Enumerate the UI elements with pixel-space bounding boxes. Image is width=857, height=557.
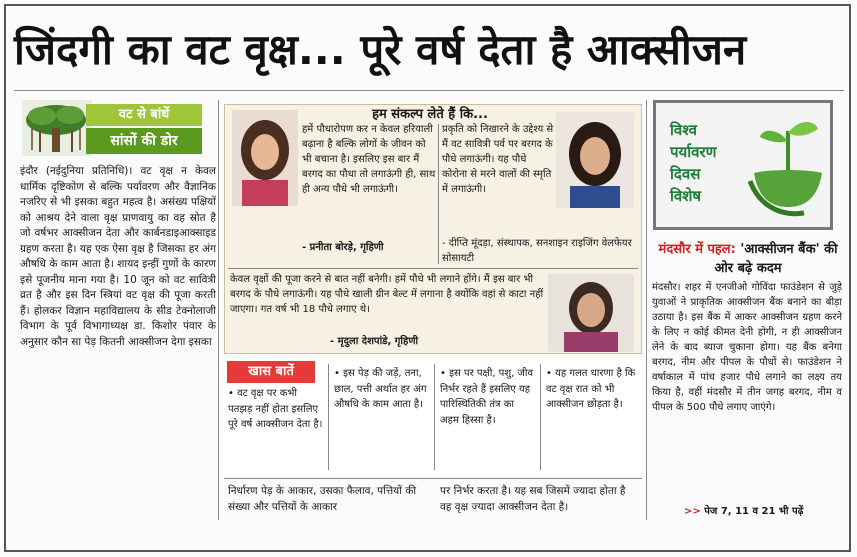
environment-day-box (653, 100, 833, 230)
pledge-divider (438, 124, 439, 264)
pledge-quote-1: हमें पौधारोपण कर न केवल हरियाली बढ़ाना है बल्कि लोगों के जीवन को भी बचाना है। इसलिए इस बार मैं बरगद का पौधा तो लगाऊंगी ही, साथ ही अन्य पौधे भी लगाऊंगी। (302, 124, 436, 195)
photo-mridula (548, 274, 634, 352)
bottom-text-col-2: पर निर्भर करता है। यह सब जिसमें ज्यादा होता है वह वृक्ष ज्यादा आक्सीजन देता है। (440, 485, 626, 513)
section-banner (22, 100, 202, 156)
key-point-3: • इस पर पक्षी, पशु, जीव निर्भर रहते हैं इसलिए यह पारिस्थितिकी तंत्र का अहम हिस्सा है। (440, 368, 534, 426)
right-story-headline-rest: 'आक्सीजन बैंक' की ओर बढ़े कदम (714, 242, 838, 276)
environment-day-line-1: विश्व (670, 121, 697, 139)
key-point-4: • यह गलत धारणा है कि वट वृक्ष रात को भी आक्सीजन छोड़ता है। (546, 368, 636, 410)
key-points-label: खास बातें (227, 361, 315, 383)
pledge-quote-3: केवल वृक्षों की पूजा करने से बात नहीं बनेगी। हमें पौधे भी लगाने होंगे। मैं इस बार भी बरगद के पौधे लगाऊंगी। यह पौधे खाली ग्रीन बेल्ट में लगाना है क्योंकि वहां से काटा नहीं जाएगा। गत वर्ष भी 18 पौधे लगाए थे। (230, 274, 544, 315)
pledge-quote-1-author: - प्रनीता बोरड़े, गृहिणी (302, 242, 384, 253)
photo-deepti (556, 112, 634, 208)
right-story-headline (656, 240, 840, 278)
environment-day-line-2: पर्यावरण (670, 143, 717, 161)
banner-title-bottom: सांसों की डोर (86, 128, 202, 154)
pledge-quote-3-author: - मृदुला देशपांडे, गृहिणी (330, 336, 419, 347)
bottom-rule (224, 478, 642, 479)
page-reference-text: पेज 7, 11 व 21 भी पढ़ें (704, 506, 804, 517)
page-reference (684, 504, 844, 520)
right-column-divider (646, 100, 647, 520)
headline-rule (14, 90, 844, 91)
banyan-tree-icon (22, 100, 92, 156)
headline: जिंदगी का वट वृक्ष... पूरे वर्ष देता है आक्सीजन (14, 25, 747, 74)
pledge-title: हम संकल्प लेते हैं कि... (372, 107, 488, 122)
key-point-divider-1 (328, 364, 329, 470)
left-article-body: इंदौर (नईदुनिया प्रतिनिधि)। वट वृक्ष न केवल धार्मिक दृष्टिकोण से बल्कि पर्यावरण और वैज्ञानिक नजरिए से भी इसका बहुत महत्व है। असंख्य पक्षियों को आश्रय देने वाला वृक्ष प्राणवायु का वह स्रोत है जो वर्षभर आक्सीजन देता और कार्बनडाइआक्साइड ग्रहण करता है। यह एक ऐसा वृक्ष है जिसका हर अंग औषधि के काम आता है। शायद इन्हीं गुणों के कारण इसे पूजनीय माना गया है। 10 जून को वट सावित्री व्रत है और इस दिन स्त्रियां वट वृक्ष की पूजा करती हैं। होलकर विज्ञान महाविद्यालय के सीड टेक्नोलाजी विभाग के पूर्व विभागाध्यक्ष डा. किशोर पंवार के अनुसार कौन सा पेड़ कितनी आक्सीजन देगा इसका (20, 165, 216, 348)
key-point-divider-2 (434, 364, 435, 470)
pledge-quote-2: प्रकृति को निखारने के उद्देश्य से मैं वट सावित्री पर्व पर बरगद के पौधे लगाऊंगी। यह पौधे कोरोना से मरने वालों की स्मृति में लगाऊंगी। (442, 124, 554, 195)
key-point-1: • वट वृक्ष पर कभी पतझड़ नहीं होता इसलिए पूरे वर्ष आक्सीजन देता है। (228, 388, 323, 430)
photo-praneeta (232, 110, 298, 206)
column-divider (218, 100, 219, 520)
page-reference-arrow: >> (684, 506, 705, 517)
right-story-body: मंदसौर। शहर में एनजीओ गोविंदा फाउंडेशन से जुड़े युवाओं ने प्राकृतिक आक्सीजन बैंक बनाने का बीड़ा उठाया है। इस बैंक में आकर आक्सीजन ग्रहण करने के लिए न कोई कीमत देनी होगी, न ही आक्सीजन लेने के बाद ब्याज चुकाना होगा। यह बैंक बनेगा बरगद, नीम और पीपल के पौधों से। फाउंडेशन ने वर्षाकाल में पांच हजार पौधे लगाने का लक्ष्य तय किया है, वहीं मंदसौर में तीन जगह बरगद, नीम व पीपल के 500 पौधे लगाए जाएंगे। (652, 282, 842, 413)
banner-title-top: वट से बांधें (86, 104, 202, 126)
environment-day-label (670, 119, 740, 207)
key-point-divider-3 (540, 364, 541, 470)
right-story-headline-red: मंदसौर में पहल: (658, 242, 736, 257)
environment-day-line-3: दिवस (670, 165, 701, 183)
sapling-hands-icon (748, 111, 828, 223)
environment-day-line-4: विशेष (670, 187, 702, 205)
bottom-text-col-1: निर्धारण पेड़ के आकार, उसका फैलाव, पत्तियों की संख्या और पत्तियों के आकार (228, 485, 417, 513)
pledge-quote-2-author: - दीप्ति मूंदड़ा, संस्थापक, सनशाइन राइजिंग वेलफेयर सोसायटी (442, 238, 632, 264)
key-point-2: • इस पेड़ की जड़ें, तना, छाल, पत्ती अर्थात हर अंग औषधि के काम आता है। (334, 368, 427, 410)
pledge-rule (228, 268, 638, 269)
